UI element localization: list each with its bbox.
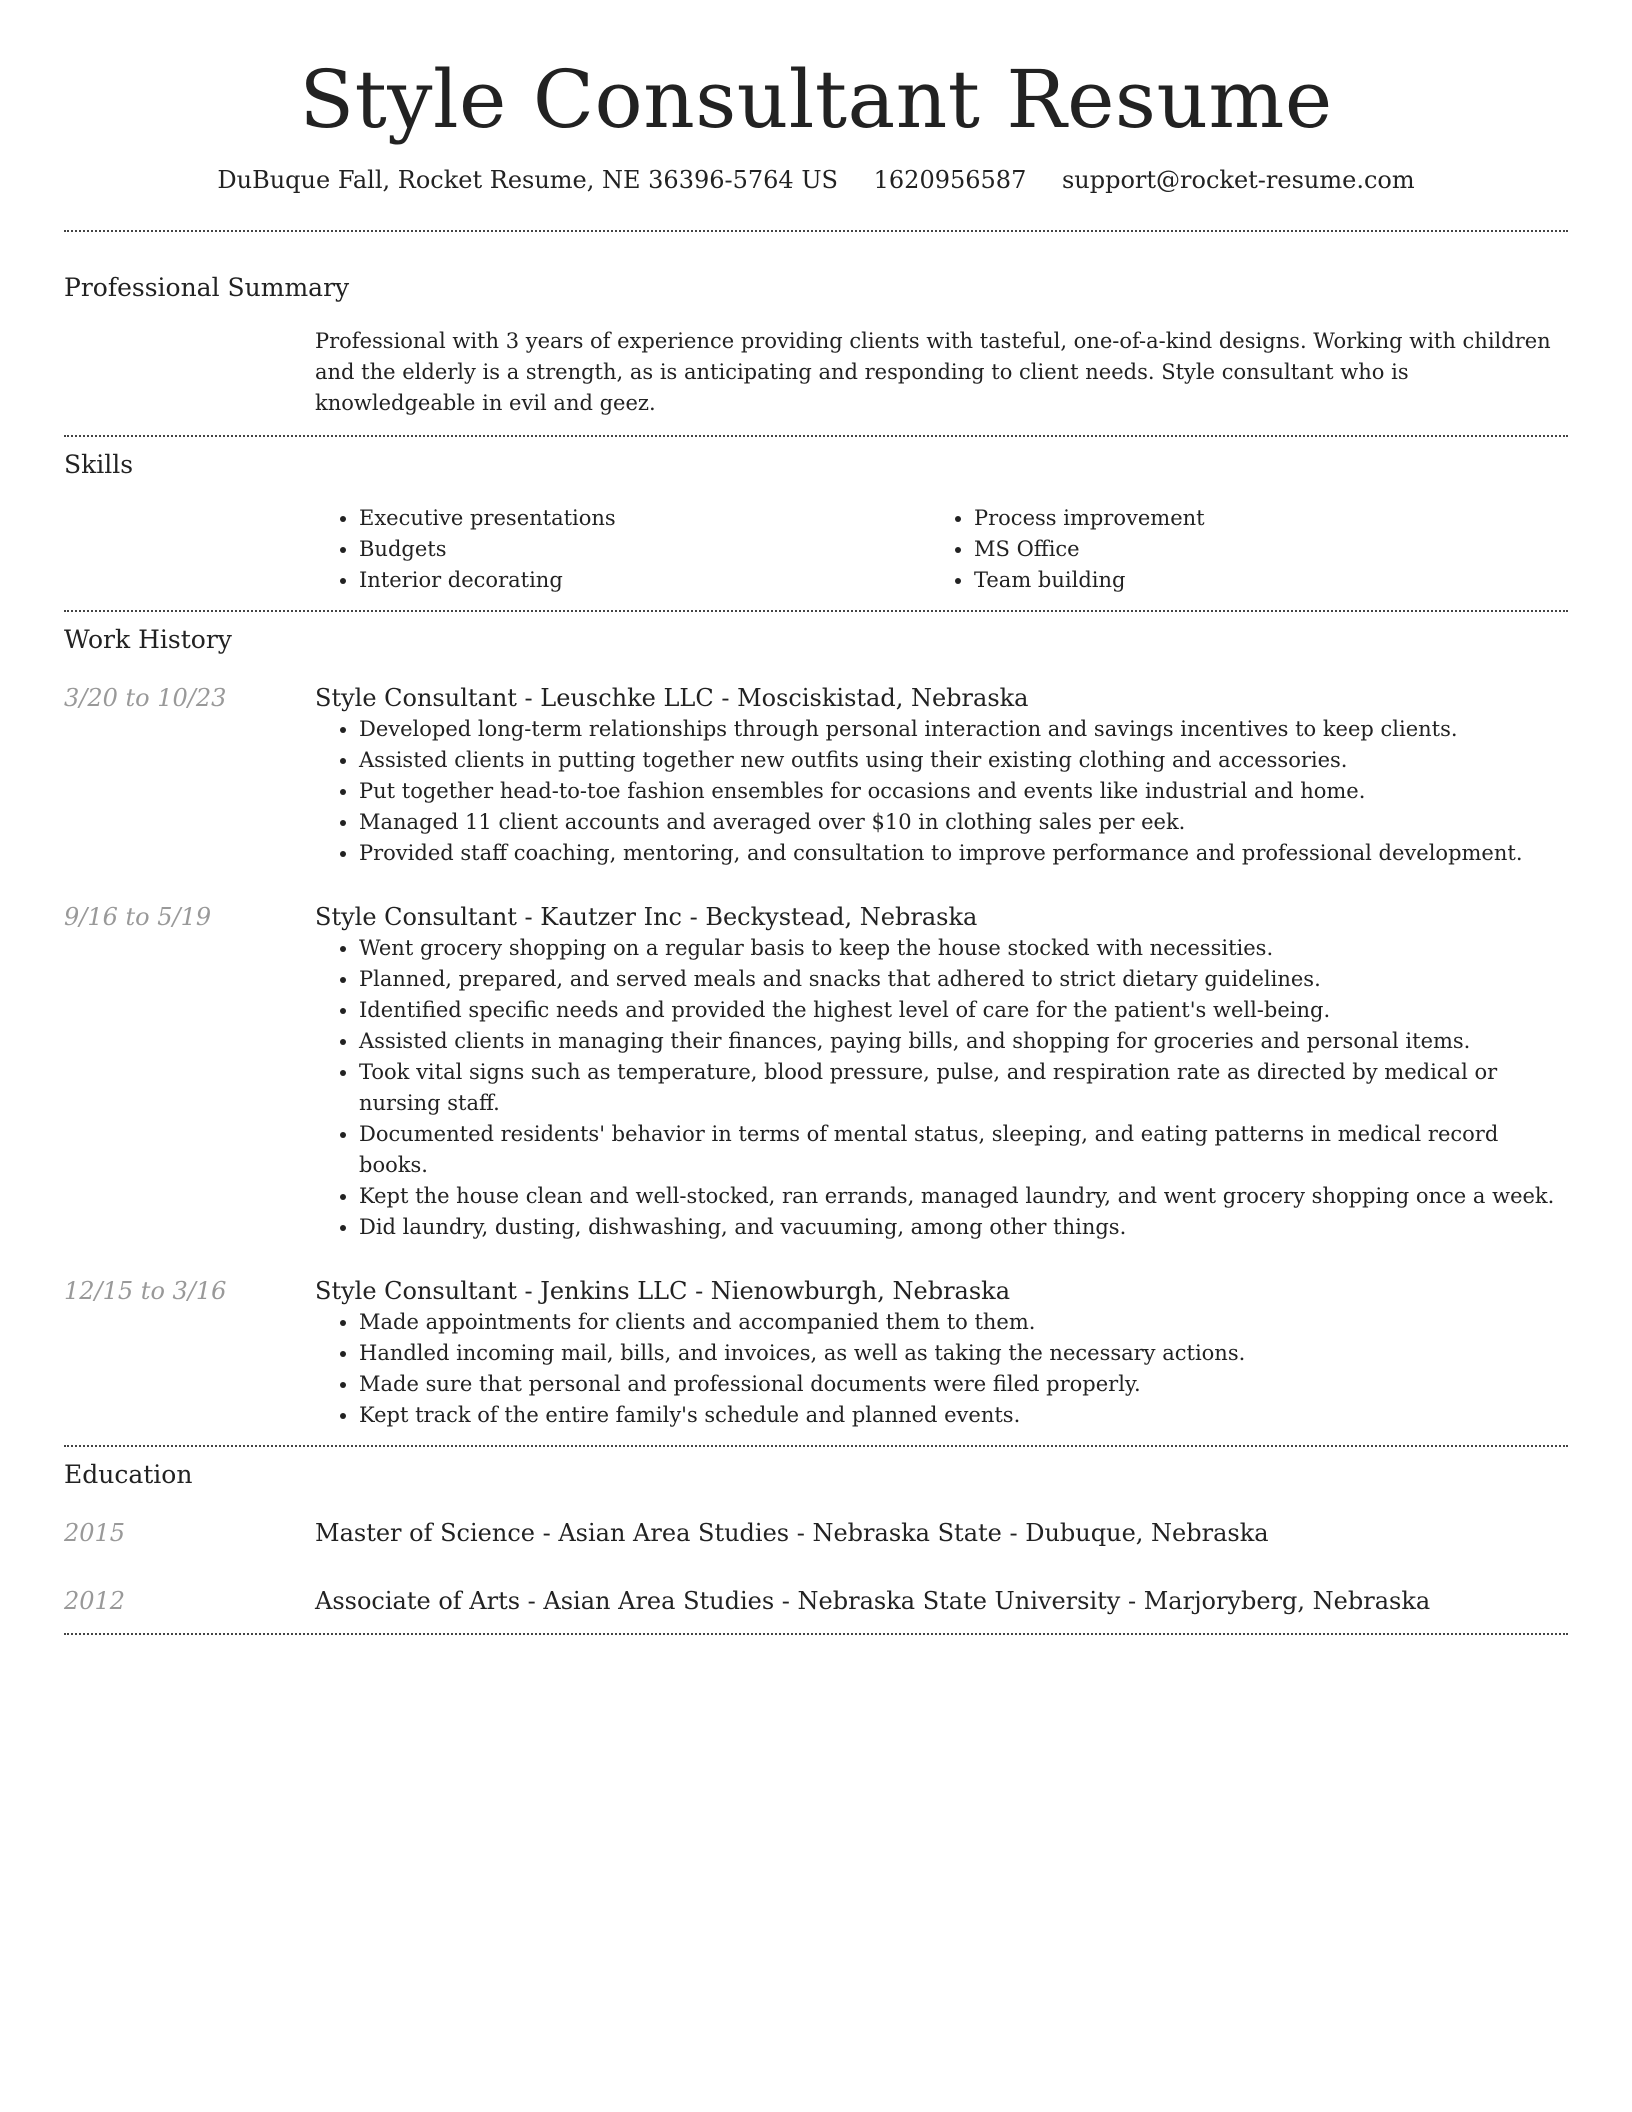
job-entry [64, 1275, 1568, 1431]
education-year: 2015 [64, 1519, 126, 1547]
section-divider [64, 1445, 1568, 1447]
job-bullet: • Planned, prepared, and served meals and snacks that adhered to strict dietary guidelines. [359, 964, 1568, 995]
job-bullets [315, 933, 1568, 1243]
skills-list [315, 503, 1568, 596]
job-bullet: • Assisted clients in putting together new outfits using their existing clothing and accessories. [359, 745, 1568, 776]
skill-item: • Team building [974, 565, 1530, 596]
job-dates: 12/15 to 3/16 [64, 1277, 227, 1305]
contact-line [64, 164, 1568, 196]
skill-item: • Interior decorating [359, 565, 930, 596]
education-heading-text: Master of Science - Asian Area Studies - Nebraska State - Dubuque, Nebraska [315, 1519, 1269, 1547]
work-history-heading: Work History [64, 625, 232, 654]
job-details [315, 682, 1568, 869]
job-bullet: • Made sure that personal and professional documents were filed properly. [359, 1369, 1568, 1400]
job-heading: Style Consultant - Leuschke LLC - Mosciskistad, Nebraska [315, 684, 1029, 712]
job-dates: 9/16 to 5/19 [64, 903, 212, 931]
education-entry [64, 1585, 1568, 1617]
section-divider [64, 1633, 1568, 1635]
skill-item: • Budgets [359, 534, 930, 565]
job-heading: Style Consultant - Kautzer Inc - Beckystead, Nebraska [315, 903, 978, 931]
job-bullets [315, 1307, 1568, 1431]
education-heading-text: Associate of Arts - Asian Area Studies - Nebraska State University - Marjoryberg, Nebraska [315, 1587, 1431, 1615]
skill-item: • MS Office [974, 534, 1530, 565]
job-bullet: • Identified specific needs and provided the highest level of care for the patient's well-being. [359, 995, 1568, 1026]
job-bullet: • Developed long-term relationships through personal interaction and savings incentives to keep clients. [359, 714, 1568, 745]
job-bullet: • Took vital signs such as temperature, blood pressure, pulse, and respiration rate as directed by medical or nursing staff. [359, 1057, 1568, 1119]
skills-column-left [315, 503, 930, 596]
resume-page [64, 0, 1568, 1635]
summary-heading: Professional Summary [64, 273, 350, 302]
job-bullet: • Made appointments for clients and accompanied them to them. [359, 1307, 1568, 1338]
job-bullet: • Kept the house clean and well-stocked, ran errands, managed laundry, and went grocery shopping once a week. [359, 1181, 1568, 1212]
job-bullets [315, 714, 1568, 869]
job-details [315, 901, 1568, 1243]
contact-phone: 1620956587 [873, 166, 1027, 194]
education-year: 2012 [64, 1587, 126, 1615]
education-entry [64, 1517, 1568, 1549]
job-bullet: • Went grocery shopping on a regular basis to keep the house stocked with necessities. [359, 933, 1568, 964]
section-divider [64, 230, 1568, 232]
job-entry [64, 901, 1568, 1243]
skill-item: • Executive presentations [359, 503, 930, 534]
contact-address: DuBuque Fall, Rocket Resume, NE 36396-5764 US [217, 166, 838, 194]
job-bullet: • Managed 11 client accounts and averaged over $10 in clothing sales per eek. [359, 807, 1568, 838]
job-bullet: • Did laundry, dusting, dishwashing, and vacuuming, among other things. [359, 1212, 1568, 1243]
job-details [315, 1275, 1568, 1431]
job-bullet: • Handled incoming mail, bills, and invoices, as well as taking the necessary actions. [359, 1338, 1568, 1369]
job-entry [64, 682, 1568, 869]
resume-title: Style Consultant Resume [299, 53, 1333, 146]
section-divider [64, 435, 1568, 437]
job-bullet: • Put together head-to-toe fashion ensembles for occasions and events like industrial and home. [359, 776, 1568, 807]
job-dates: 3/20 to 10/23 [64, 684, 227, 712]
contact-email: support@rocket-resume.com [1061, 166, 1415, 194]
education-heading: Education [64, 1460, 193, 1489]
skills-heading: Skills [64, 450, 134, 479]
job-bullet: • Documented residents' behavior in terms of mental status, sleeping, and eating patterns in medical record books. [359, 1119, 1568, 1181]
skill-item: • Process improvement [974, 503, 1530, 534]
section-divider [64, 610, 1568, 612]
job-bullet: • Provided staff coaching, mentoring, and consultation to improve performance and professional development. [359, 838, 1568, 869]
skills-column-right [930, 503, 1530, 596]
job-bullet: • Assisted clients in managing their finances, paying bills, and shopping for groceries and personal items. [359, 1026, 1568, 1057]
job-heading: Style Consultant - Jenkins LLC - Nienowburgh, Nebraska [315, 1277, 1011, 1305]
job-bullet: • Kept track of the entire family's schedule and planned events. [359, 1400, 1568, 1431]
summary-text: Professional with 3 years of experience providing clients with tasteful, one-of-a-kind designs. Working with children and the elderly is a strength, as is anticipating and responding to client needs. Style consultant who is knowledgeable in evil and geez. [315, 329, 1551, 415]
